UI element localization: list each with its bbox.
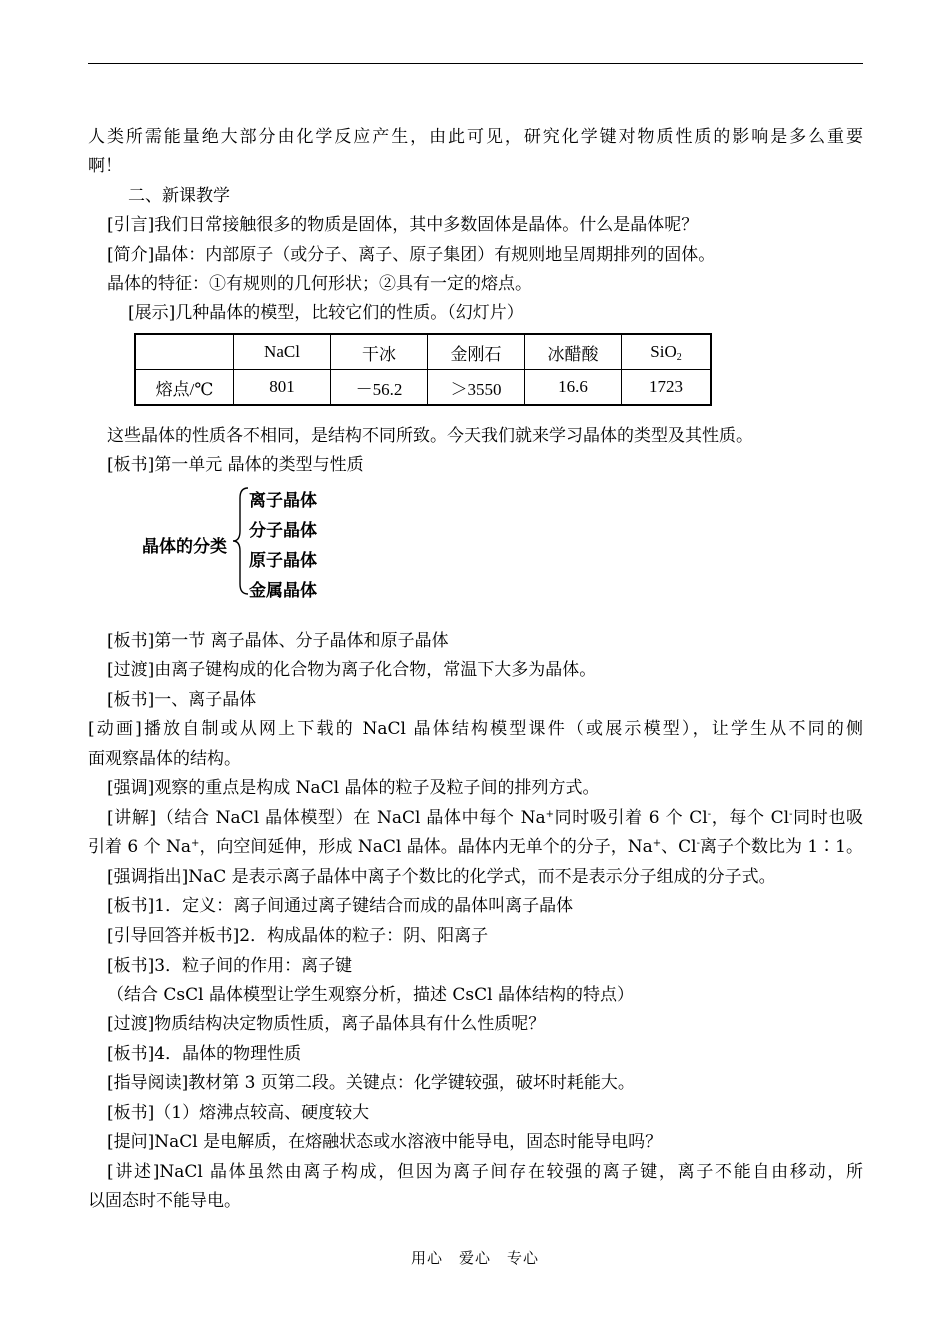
para-banshu-1: [板书]第一单元 晶体的类型与性质 [107, 455, 364, 475]
text-span: 同时吸引着 6 个 Cl [554, 808, 708, 828]
para-banshu-def: [板书]1．定义：离子间通过离子键结合而成的晶体叫离子晶体 [107, 896, 574, 916]
para-qiangdiao: [强调]观察的重点是构成 NaCl 晶体的粒子及粒子间的排列方式。 [107, 778, 600, 798]
intro-line-2: 啊！ [88, 156, 122, 176]
table-cell: 1723 [622, 370, 712, 406]
table-header-cell-sio2 [622, 334, 712, 370]
table-cell: ＞3550 [428, 370, 525, 406]
para-donghua-line-2: 面观察晶体的结构。 [88, 749, 241, 769]
superscript: + [545, 809, 554, 820]
text-span: ，每个 Cl [711, 808, 790, 828]
para-yinyan: [引言]我们日常接触很多的物质是固体，其中多数固体是晶体。什么是晶体呢？ [107, 215, 699, 235]
para-zhidao: [指导阅读]教材第 3 页第二段。关键点：化学键较强，破坏时耗能大。 [107, 1073, 635, 1093]
para-guodu-2: [过渡]物质结构决定物质性质，离子晶体具有什么性质呢？ [107, 1014, 546, 1034]
para-jiangjie-line-2 [88, 836, 863, 858]
sio2-subscript: 2 [676, 352, 682, 363]
classification-item: 分子晶体 [249, 521, 317, 541]
text-span: 引着 6 个 Na [88, 837, 192, 857]
text-span: [讲解]（结合 NaCl 晶体模型）在 NaCl 晶体中每个 Na [107, 808, 546, 828]
table-header-cell [135, 334, 234, 370]
text-span: 同时也吸 [792, 808, 864, 828]
para-banshu-3: [板书]一、离子晶体 [107, 690, 257, 710]
brace-icon [232, 486, 250, 596]
para-zhexie: 这些晶体的性质各不相同，是结构不同所致。今天我们就来学习晶体的类型及其性质。 [107, 426, 753, 446]
para-cscl: （结合 CsCl 晶体模型让学生观察分析，描述 CsCl 晶体结构的特点） [107, 985, 634, 1005]
classification-label: 晶体的分类 [142, 537, 227, 557]
table-row-label: 熔点/℃ [135, 370, 234, 406]
classification-item: 离子晶体 [249, 491, 317, 511]
superscript: - [707, 809, 712, 820]
para-guodu-1: [过渡]由离子键构成的化合物为离子化合物，常温下大多为晶体。 [107, 660, 597, 680]
table-header-cell: 干冰 [331, 334, 428, 370]
para-banshu-4: [板书]4．晶体的物理性质 [107, 1044, 302, 1064]
table-header-cell: 金刚石 [428, 334, 525, 370]
page-footer: 用心 爱心 专心 [410, 1249, 539, 1267]
superscript: - [789, 809, 793, 820]
para-qiangdiao-2: [强调指出]NaC 是表示离子晶体中离子个数比的化学式，而不是表示分子组成的分子式。 [107, 867, 776, 887]
classification-item: 金属晶体 [249, 581, 317, 601]
table-header-cell: 冰醋酸 [525, 334, 622, 370]
para-banshu-2: [板书]第一节 离子晶体、分子晶体和原子晶体 [107, 631, 449, 651]
table-cell: 16.6 [525, 370, 622, 406]
para-donghua-line-1: [动画]播放自制或从网上下载的 NaCl 晶体结构模型课件（或展示模型），让学生从不同的侧 [88, 719, 863, 739]
para-tiwen: [提问]NaCl 是电解质，在熔融状态或水溶液中能导电，固态时能导电吗？ [107, 1132, 663, 1152]
sio2-label: SiO [650, 342, 677, 361]
intro-line-1: 人类所需能量绝大部分由化学反应产生，由此可见，研究化学键对物质性质的影响是多么重要 [88, 127, 863, 147]
melting-point-table [134, 333, 712, 406]
superscript: - [696, 838, 700, 849]
para-jianjie: [简介]晶体：内部原子（或分子、离子、原子集团）有规则地呈周期排列的固体。 [107, 245, 716, 265]
section-title: 二、新课教学 [128, 186, 230, 206]
para-banshu-5: [板书]（1）熔沸点较高、硬度较大 [107, 1103, 370, 1123]
para-yindao: [引导回答并板书]2．构成晶体的粒子：阴、阳离子 [107, 926, 489, 946]
superscript: + [191, 838, 200, 849]
text-span: 离子个数比为 1∶1。 [699, 837, 863, 857]
para-jiangjie-line-1 [107, 807, 863, 829]
classification-item: 原子晶体 [249, 551, 317, 571]
header-rule [88, 63, 863, 64]
text-span: ，向空间延伸，形成 NaCl 晶体。晶体内无单个的分子，Na [199, 837, 653, 857]
table-cell: 801 [234, 370, 331, 406]
para-jiangshu-line-2: 以固态时不能导电。 [88, 1191, 241, 1211]
para-tezheng: 晶体的特征：①有规则的几何形状；②具有一定的熔点。 [107, 274, 532, 294]
table-row [135, 370, 711, 406]
table-header-row [135, 334, 711, 370]
text-span: 、Cl [661, 837, 697, 857]
table-cell: －56.2 [331, 370, 428, 406]
superscript: + [652, 838, 662, 849]
para-zhanshi: [展示]几种晶体的模型，比较它们的性质。（幻灯片） [128, 303, 524, 323]
table-header-cell: NaCl [234, 334, 331, 370]
para-banshu-3-item: [板书]3．粒子间的作用：离子键 [107, 956, 353, 976]
para-jiangshu-line-1: [讲述]NaCl 晶体虽然由离子构成，但因为离子间存在较强的离子键，离子不能自由移动，所 [107, 1162, 863, 1182]
